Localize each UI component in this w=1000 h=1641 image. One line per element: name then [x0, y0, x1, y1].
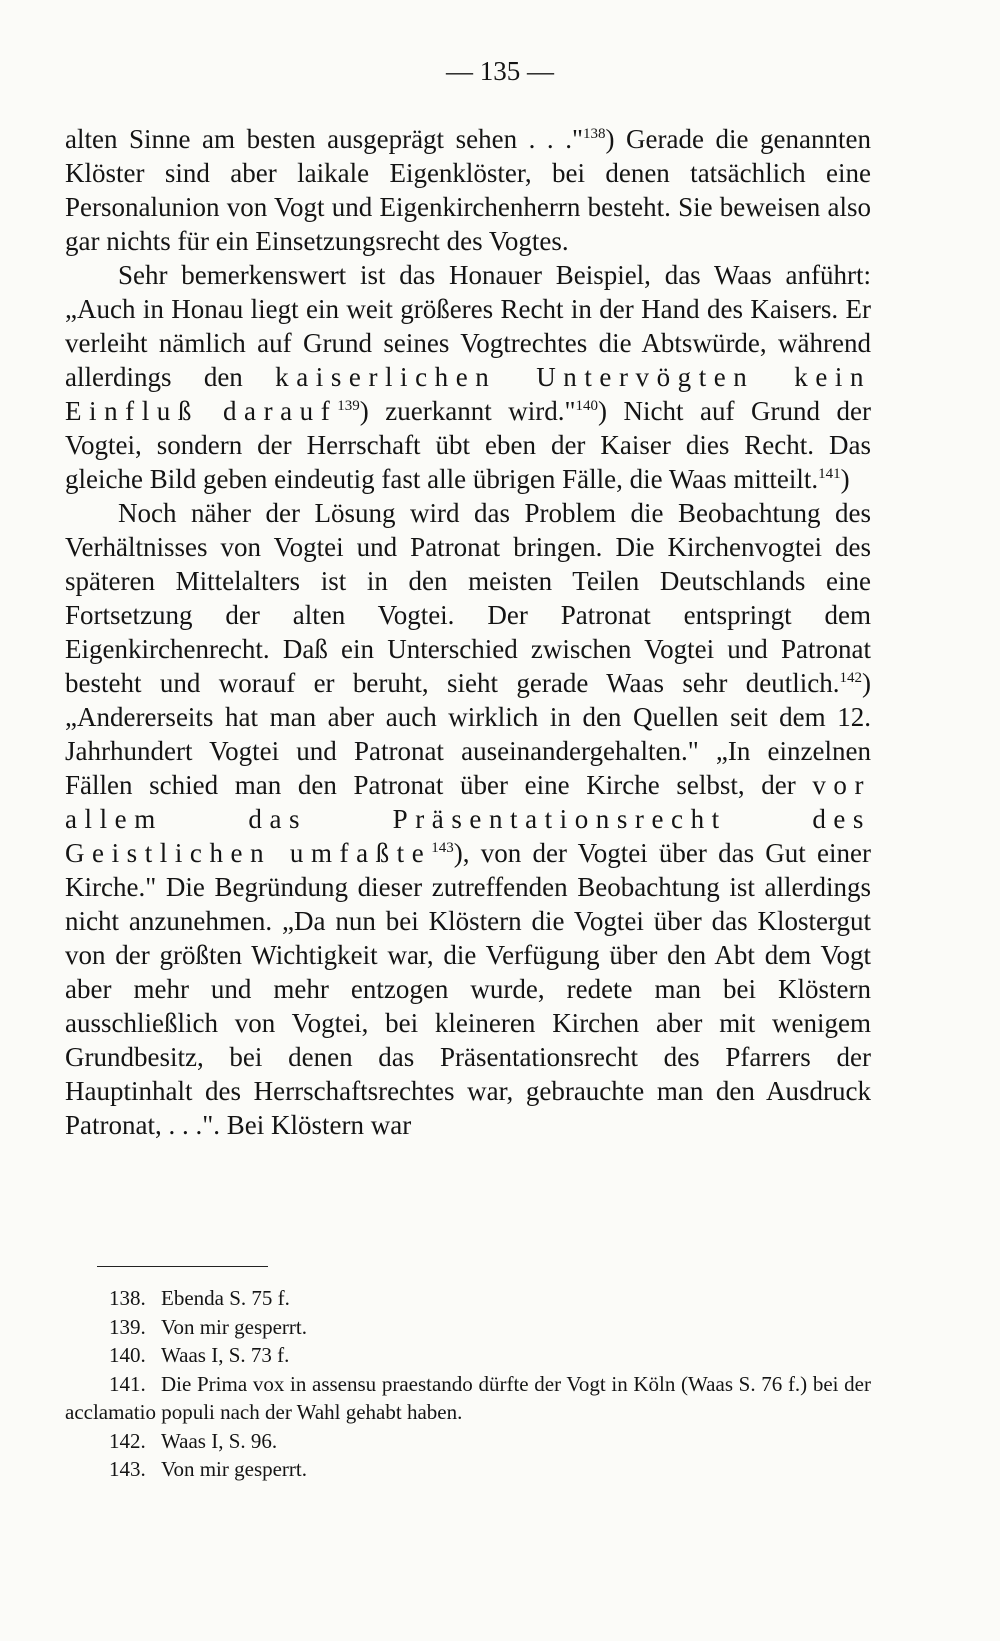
footnote-reference: 139	[337, 398, 360, 414]
footnote-number: 143.	[109, 1457, 146, 1481]
footnote	[65, 1313, 871, 1342]
footnote-reference: 140	[575, 398, 599, 414]
footnote-text: Von mir gesperrt.	[161, 1314, 308, 1339]
footnotes	[65, 1284, 871, 1484]
text-run: ) Nicht auf Grund der Vogtei, sondern der Herrschaft übt eben der Kaiser dies Recht. Das gleiche Bild geben eindeutig fast alle übrigen Fälle, die Waas mitteilt.	[65, 396, 872, 494]
text-run: ) zuerkannt wird."	[359, 396, 576, 426]
text-run: alten Sinne am besten ausgeprägt sehen . . ."	[65, 124, 583, 154]
footnote-number: 139.	[109, 1314, 146, 1339]
text-run: Noch näher der Lösung wird das Problem die Beobachtung des Verhältnisses von Vogtei und Patronat bringen. Die Kirchenvogtei des späteren Mittelalters ist in den meisten Teilen Deutschlands eine Fortsetzung der alten Vogtei. Der Patronat entspringt dem Eigenkirchenrecht. Daß ein Unterschied zwischen Vogtei und Patronat besteht und worauf er beruht, sieht gerade Waas sehr deutlich.	[65, 498, 871, 698]
footnote	[65, 1284, 871, 1313]
footnote-text: Waas I, S. 96.	[161, 1428, 278, 1453]
footnote-text: Die Prima vox in assensu praestando dürfte der Vogt in Köln (Waas S. 76 f.) bei der acclamatio populi nach der Wahl gehabt haben.	[65, 1371, 871, 1424]
text-run: ), von der Vogtei über das Gut einer Kirche." Die Begründung dieser zutreffenden Beobachtung ist allerdings nicht anzunehmen. „Da nun bei Klöstern die Vogtei über das Klostergut von der größten Wichtigkeit war, die Verfügung über den Abt dem Vogt aber mehr und mehr entzogen wurde, redete man bei Klöstern ausschließlich von Vogtei, bei kleineren Kirchen aber mit wenigem Grundbesitz, bei denen das Präsentationsrecht des Pfarrers der Hauptinhalt des Herrschaftsrechtes war, gebrauchte man den Ausdruck Patronat, . . .". Bei Klöstern war	[65, 838, 871, 1140]
footnote-number: 141.	[109, 1371, 146, 1396]
footnote	[65, 1341, 871, 1370]
paragraph	[65, 496, 871, 1142]
emphasized-text: vor allem das Präsentationsrecht des Geistlichen umfaßte	[65, 770, 871, 868]
footnote	[65, 1370, 871, 1427]
emphasized-text: kaiserlichen Untervögten kein Einfluß darauf	[65, 362, 871, 426]
paragraph	[65, 258, 871, 496]
footnote-number: 142.	[109, 1428, 146, 1453]
footnote-text: Von mir gesperrt.	[161, 1457, 308, 1481]
paragraph	[65, 122, 871, 258]
footnote-text: Ebenda S. 75 f.	[161, 1286, 290, 1310]
footnote-number: 138.	[109, 1286, 146, 1310]
footnote-reference: 138	[583, 126, 606, 142]
text-run: Sehr bemerkenswert ist das Honauer Beispiel, das Waas anführt: „Auch in Honau liegt ein weit größeres Recht in der Hand des Kaisers. Er verleiht nämlich auf Grund seines Vogtrechtes die Abtswürde, während allerdings den	[65, 260, 871, 392]
footnote-text: Waas I, S. 73 f.	[161, 1343, 290, 1367]
footnote-reference: 142	[839, 670, 862, 686]
body-text	[65, 122, 871, 1142]
footnote-reference: 143	[431, 840, 454, 856]
footnote	[65, 1455, 871, 1484]
page-number: — 135 —	[446, 56, 554, 86]
footnote-reference: 141	[818, 466, 841, 482]
text-run: ) Gerade die genannten Klöster sind aber laikale Eigenklöster, bei denen tatsächlich eine Personalunion von Vogt und Eigenkirchenherrn besteht. Sie beweisen also gar nichts für ein Einsetzungsrecht des Vogtes.	[65, 124, 872, 256]
text-run: ) „Andererseits hat man aber auch wirklich in den Quellen seit dem 12. Jahrhundert Vogtei und Patronat auseinandergehalten." „In einzelnen Fällen schied man den Patronat über eine Kirche selbst, der	[65, 668, 871, 800]
footnote	[65, 1427, 871, 1456]
text-run: )	[840, 464, 850, 494]
footnote-number: 140.	[109, 1343, 146, 1367]
footnote-divider	[97, 1266, 268, 1267]
